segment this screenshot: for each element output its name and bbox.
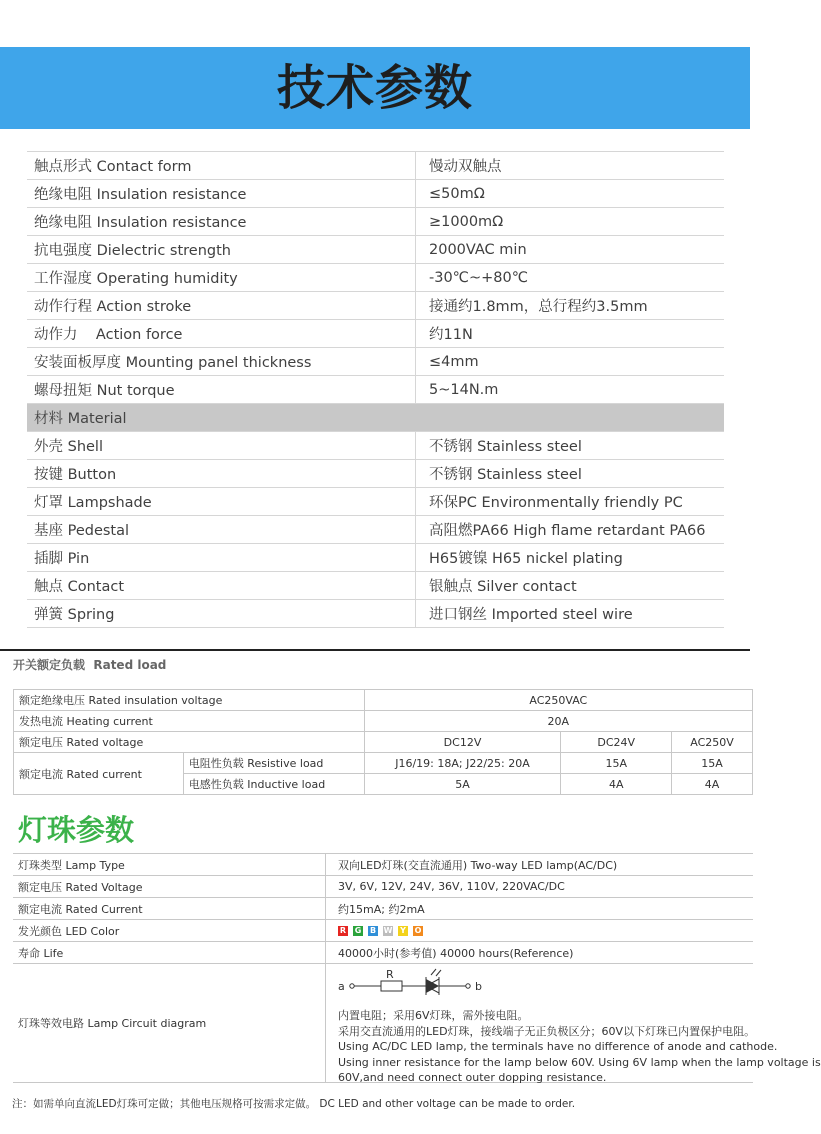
lamp-row (13, 898, 753, 920)
spec-key: 绝缘电阻 Insulation resistance (27, 208, 416, 236)
spec-row (27, 152, 724, 180)
color-swatch-white: W (383, 926, 393, 935)
insulation-value: AC250VAC (364, 690, 752, 711)
material-heading-row (27, 404, 724, 432)
rated-row (14, 711, 753, 732)
voltage-value: AC250V (672, 732, 753, 753)
material-key: 基座 Pedestal (27, 516, 416, 544)
spec-row (27, 208, 724, 236)
material-value: 进口钢丝 Imported steel wire (416, 600, 725, 628)
material-row (27, 460, 724, 488)
spec-value: 5~14N.m (416, 376, 725, 404)
led-diode-icon (426, 979, 439, 993)
lamp-section-title: 灯珠参数 (18, 813, 135, 847)
spec-value: ≤50mΩ (416, 180, 725, 208)
inductive-label: 电感性负载 Inductive load (183, 774, 364, 795)
circuit-note-line: 内置电阻；采用6V灯珠，需外接电阻。 (338, 1009, 529, 1022)
rated-row (14, 732, 753, 753)
material-value: 环保PC Environmentally friendly PC (416, 488, 725, 516)
material-key: 外壳 Shell (27, 432, 416, 460)
circuit-block (326, 964, 821, 1084)
lamp-color-label: 发光颜色 LED Color (13, 920, 326, 942)
spec-key: 螺母扭矩 Nut torque (27, 376, 416, 404)
current-label: 额定电流 Rated current (14, 753, 184, 795)
material-heading: 材料 Material (27, 404, 724, 432)
material-row (27, 544, 724, 572)
material-key: 插脚 Pin (27, 544, 416, 572)
lamp-type-value: 双向LED灯珠(交直流通用) Two-way LED lamp(AC/DC) (326, 854, 754, 876)
circuit-diagram (338, 967, 508, 1005)
rated-load-table (13, 689, 753, 795)
spec-row (27, 180, 724, 208)
spec-value: ≥1000mΩ (416, 208, 725, 236)
resistor-icon (381, 981, 402, 991)
spec-key: 绝缘电阻 Insulation resistance (27, 180, 416, 208)
spec-value: 约11N (416, 320, 725, 348)
terminal-b-icon (466, 984, 470, 988)
circuit-note-line: Using AC/DC LED lamp, the terminals have no difference of anode and cathode. (338, 1040, 778, 1053)
spec-value: 慢动双触点 (416, 152, 725, 180)
lamp-row (13, 876, 753, 898)
spec-value: ≤4mm (416, 348, 725, 376)
spec-value: 2000VAC min (416, 236, 725, 264)
light-ray-icon (431, 969, 436, 975)
material-key: 弹簧 Spring (27, 600, 416, 628)
material-key: 按键 Button (27, 460, 416, 488)
footnote: 注：如需单向直流LED灯珠可定做；其他电压规格可按需求定做。 DC LED and other voltage can be made to order. (12, 1098, 576, 1110)
voltage-value: DC24V (561, 732, 672, 753)
spec-key: 工作湿度 Operating humidity (27, 264, 416, 292)
circuit-note-line: 采用交直流通用的LED灯珠，接线端子无正负极区分；60V以下灯珠已内置保护电阻。 (338, 1024, 756, 1038)
terminal-a-icon (350, 984, 354, 988)
spec-key: 动作行程 Action stroke (27, 292, 416, 320)
spec-key: 抗电强度 Dielectric strength (27, 236, 416, 264)
material-value: 不锈钢 Stainless steel (416, 460, 725, 488)
color-swatch-yellow: Y (398, 926, 408, 936)
color-swatch-red: R (339, 926, 347, 935)
material-row (27, 432, 724, 460)
material-key: 触点 Contact (27, 572, 416, 600)
inductive-value: 5A (364, 774, 561, 795)
material-value: 高阻燃PA66 High flame retardant PA66 (416, 516, 725, 544)
spec-key: 动作力 Action force (27, 320, 416, 348)
section-divider (0, 649, 750, 651)
lamp-row (13, 942, 753, 964)
circuit-terminal-a: a (338, 980, 345, 993)
material-value: 不锈钢 Stainless steel (416, 432, 725, 460)
material-row (27, 600, 724, 628)
color-swatch-orange: O (414, 926, 422, 935)
rated-row (14, 690, 753, 711)
circuit-terminal-b: b (475, 980, 482, 993)
spec-row (27, 264, 724, 292)
material-row (27, 488, 724, 516)
material-value: 银触点 Silver contact (416, 572, 725, 600)
voltage-label: 额定电压 Rated voltage (14, 732, 365, 753)
lamp-color-swatches (326, 920, 754, 942)
heating-label: 发热电流 Heating current (14, 711, 365, 732)
material-row (27, 572, 724, 600)
spec-row (27, 236, 724, 264)
spec-key: 触点形式 Contact form (27, 152, 416, 180)
lamp-life-label: 寿命 Life (13, 942, 326, 964)
lamp-circuit-label: 灯珠等效电路 Lamp Circuit diagram (13, 964, 326, 1083)
lamp-life-value: 40000小时(参考值) 40000 hours(Reference) (326, 942, 754, 964)
page-title: 技术参数 (276, 60, 473, 116)
spec-row (27, 348, 724, 376)
resistive-value: 15A (672, 753, 753, 774)
lamp-circuit-cell (326, 964, 821, 1084)
resistive-label: 电阻性负载 Resistive load (183, 753, 364, 774)
heating-value: 20A (364, 711, 752, 732)
lamp-current-label: 额定电流 Rated Current (13, 898, 326, 920)
lamp-current-value: 约15mA; 约2mA (326, 898, 754, 920)
circuit-note-line: 60V,and need connect outer dopping resistance. (338, 1071, 607, 1084)
material-key: 灯罩 Lampshade (27, 488, 416, 516)
lamp-row (13, 920, 753, 942)
spec-row (27, 320, 724, 348)
spec-value: 接通约1.8mm，总行程约3.5mm (416, 292, 725, 320)
lamp-type-label: 灯珠类型 Lamp Type (13, 854, 326, 876)
lamp-row (13, 854, 753, 876)
rated-load-title: 开关额定负载 Rated load (13, 658, 167, 672)
inductive-value: 4A (672, 774, 753, 795)
insulation-label: 额定绝缘电压 Rated insulation voltage (14, 690, 365, 711)
title-banner (0, 47, 750, 129)
material-row (27, 516, 724, 544)
voltage-value: DC12V (364, 732, 561, 753)
lamp-voltage-label: 额定电压 Rated Voltage (13, 876, 326, 898)
inductive-value: 4A (561, 774, 672, 795)
circuit-notes (338, 1008, 821, 1086)
spec-key: 安装面板厚度 Mounting panel thickness (27, 348, 416, 376)
spec-row (27, 292, 724, 320)
spec-row (27, 376, 724, 404)
rated-row (14, 753, 753, 774)
lamp-row (13, 964, 753, 1083)
spec-table (27, 151, 724, 628)
material-value: H65镀镍 H65 nickel plating (416, 544, 725, 572)
lamp-voltage-value: 3V, 6V, 12V, 24V, 36V, 110V, 220VAC/DC (326, 876, 754, 898)
color-swatch-blue: B (369, 926, 377, 935)
resistive-value: J16/19: 18A; J22/25: 20A (364, 753, 561, 774)
circuit-note-line: Using inner resistance for the lamp below 60V. Using 6V lamp when the lamp voltage is (338, 1055, 821, 1069)
spec-value: -30℃~+80℃ (416, 264, 725, 292)
resistor-label: R (386, 968, 394, 981)
color-swatch-green: G (354, 926, 362, 935)
lamp-table (13, 853, 821, 1084)
resistive-value: 15A (561, 753, 672, 774)
